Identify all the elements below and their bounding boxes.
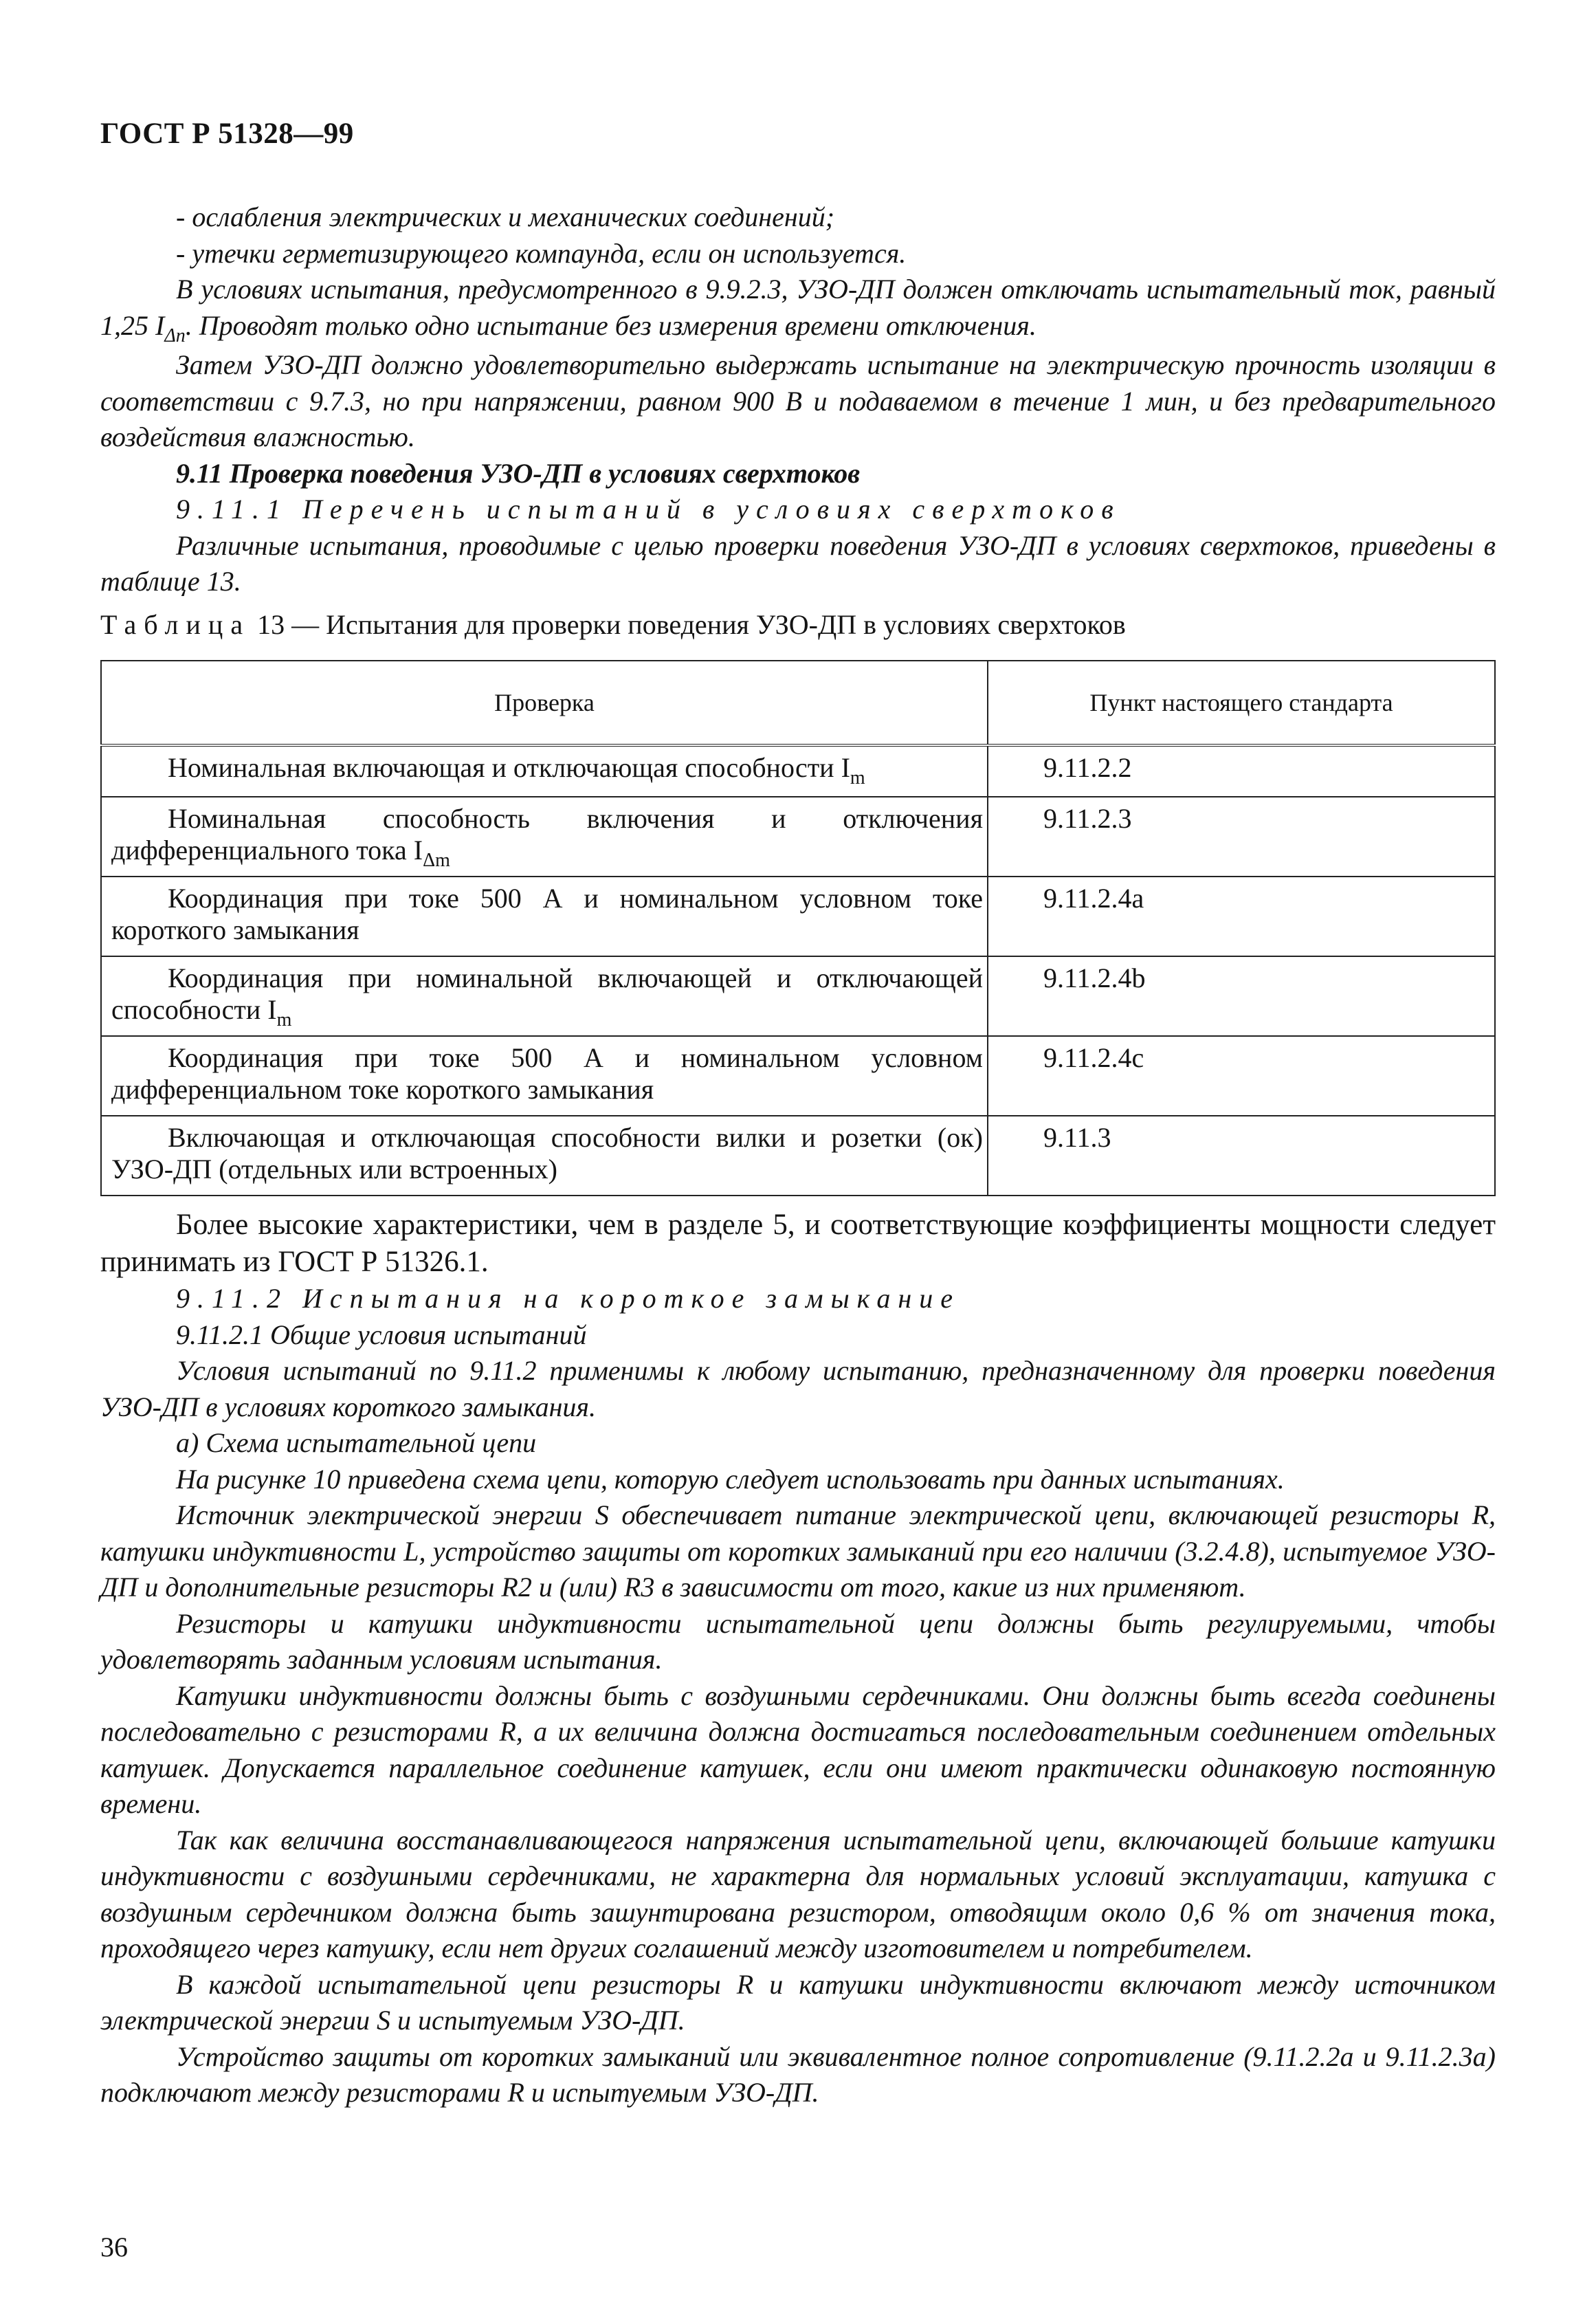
check-cell: Включающая и отключающая способности вилки и розетки (ок) УЗО-ДП (отдельных или встроенных) — [101, 1116, 988, 1196]
section-heading: 9.11 Проверка поведения УЗО-ДП в условиях сверхтоков — [176, 457, 861, 489]
clause-cell: 9.11.2.4c — [988, 1036, 1495, 1116]
table-row — [101, 797, 1495, 877]
table-row — [101, 1116, 1495, 1196]
paragraph: Источник электрической энергии S обеспечивает питание электрической цепи, включающей резисторы R, катушки индуктивности L, устройство защиты от коротких замыканий при его наличии (3.2.4.8), испытуемое УЗО-ДП и дополнительные резисторы R2 и (или) R3 в зависимости от того, какие из них применяют. — [100, 1499, 1496, 1603]
paragraph: а) Схема испытательной цепи — [176, 1427, 537, 1458]
subsection-heading: 9.11.2.1 Общие условия испытаний — [176, 1319, 587, 1350]
subsection-heading: 9.11.1 Перечень испытаний в условиях сверхтоков — [176, 494, 1121, 525]
table-caption: Таблица 13 — Испытания для проверки поведения УЗО-ДП в условиях сверхтоков — [100, 609, 1126, 640]
paragraph: Затем УЗО-ДП должно удовлетворительно выдержать испытание на электрическую прочность изоляции в соответствии с 9.7.3, но при напряжении, равном 900 В и подаваемом в течение 1 мин, и без предварительного воздействия влажностью. — [100, 349, 1496, 452]
paragraph: Резисторы и катушки индуктивности испытательной цепи должны быть регулируемыми, чтобы удовлетворять заданным условиям испытания. — [100, 1607, 1496, 1675]
clause-cell: 9.11.2.4a — [988, 877, 1495, 956]
paragraph: Катушки индуктивности должны быть с воздушными сердечниками. Они должны быть всегда соединены последовательно с резисторами R, а их величина должна достигаться последовательным соединением отдельных катушек. Допускается параллельное соединение катушек, если они имеют практически одинаковую постоянную времени. — [100, 1680, 1496, 1819]
check-cell: Координация при токе 500 А и номинальном условном токе короткого замыкания — [101, 877, 988, 956]
paragraph: Более высокие характеристики, чем в разделе 5, и соответствующие коэффициенты мощности следует принимать из ГОСТ Р 51326.1. — [100, 1209, 1496, 1278]
paragraph: Так как величина восстанавливающегося напряжения испытательной цепи, включающей большие катушки индуктивности с воздушными сердечниками, не характерна для нормальных условий эксплуатации, катушка с воздушным сердечником должна быть зашунтирована резистором, отводящим около 0,6 % от значения тока, проходящего через катушку, если нет других соглашений между изготовителем и потребителем. — [100, 1824, 1496, 1963]
column-header-check: Проверка — [101, 661, 988, 745]
table-row — [101, 1036, 1495, 1116]
paragraph: В условиях испытания, предусмотренного в 9.9.2.3, УЗО-ДП должен отключать испытательный ток, равный 1,25 $I_{\Delta n}$. Проводят только одно испытание без измерения времени отключения. — [100, 274, 1496, 346]
check-cell: Номинальная способность включения и отключения дифференциального тока $I_{\Delta m}$ — [101, 797, 988, 877]
table-row — [101, 956, 1495, 1036]
page-number: 36 — [100, 2232, 128, 2263]
paragraph: - утечки герметизирующего компаунда, если он используется. — [176, 237, 907, 269]
subsection-heading: 9.11.2 Испытания на короткое замыкание — [176, 1283, 960, 1314]
paragraph: В каждой испытательной цепи резисторы R и катушки индуктивности включают между источником электрической энергии S и испытуемым УЗО-ДП. — [100, 1968, 1496, 2036]
clause-cell: 9.11.2.2 — [988, 745, 1495, 797]
document-header: ГОСТ Р 51328—99 — [100, 118, 354, 150]
table-row — [101, 745, 1495, 797]
clause-cell: 9.11.3 — [988, 1116, 1495, 1196]
table-row — [101, 877, 1495, 956]
paragraph: Условия испытаний по 9.11.2 применимы к любому испытанию, предназначенному для проверки поведения УЗО-ДП в условиях короткого замыкания. — [100, 1355, 1496, 1422]
paragraph: На рисунке 10 приведена схема цепи, которую следует использовать при данных испытаниях. — [176, 1463, 1285, 1495]
check-cell: Координация при номинальной включающей и отключающей способности $I_m$ — [101, 956, 988, 1036]
paragraph: - ослабления электрических и механических соединений; — [176, 201, 835, 232]
clause-cell: 9.11.2.4b — [988, 956, 1495, 1036]
check-cell: Номинальная включающая и отключающая способности $I_m$ — [101, 745, 988, 797]
lower-text-block — [100, 1207, 1496, 2111]
clause-cell: 9.11.2.3 — [988, 797, 1495, 877]
paragraph: Устройство защиты от коротких замыканий или эквивалентное полное сопротивление (9.11.2.2а и 9.11.2.3а) подключают между резисторами R и испытуемым УЗО-ДП. — [100, 2040, 1496, 2108]
paragraph: Различные испытания, проводимые с целью проверки поведения УЗО-ДП в условиях сверхтоков, приведены в таблице 13. — [100, 529, 1496, 597]
check-cell: Координация при токе 500 А и номинальном условном дифференциальном токе короткого замыкания — [101, 1036, 988, 1116]
upper-text-block — [100, 199, 1496, 600]
column-header-clause: Пункт настоящего стандарта — [988, 661, 1495, 745]
table-13 — [100, 660, 1496, 1196]
